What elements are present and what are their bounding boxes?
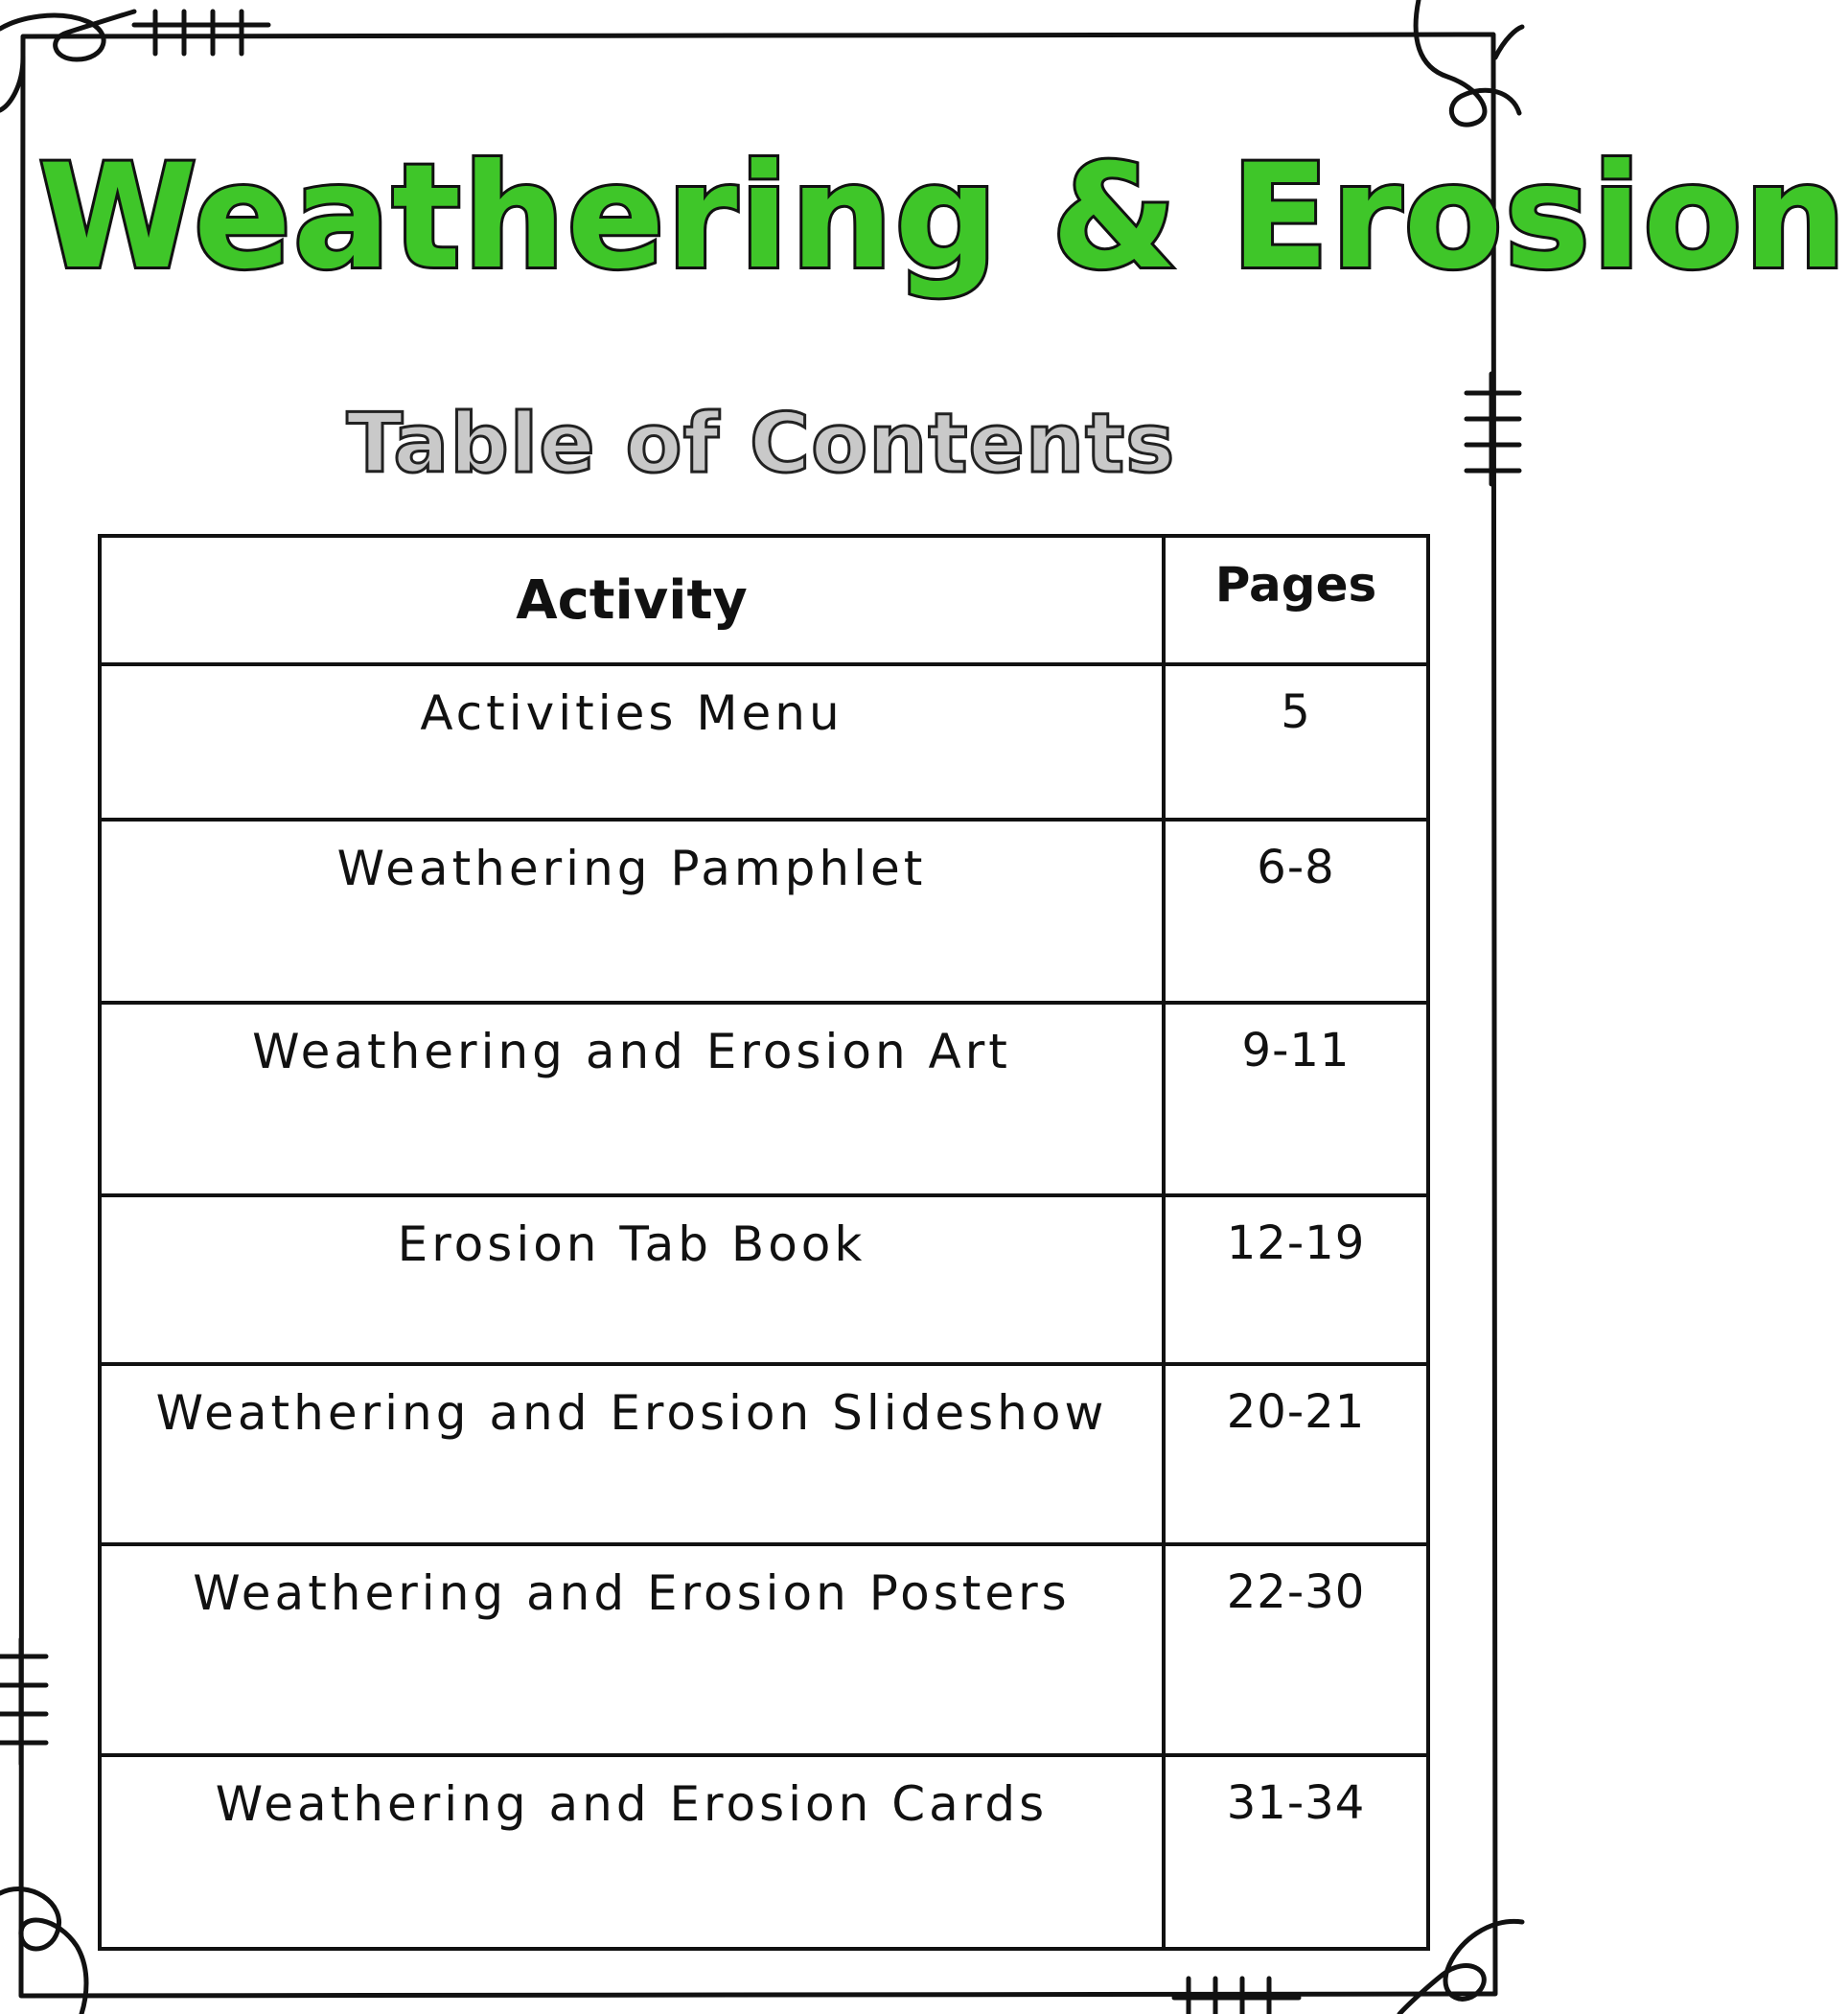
activity-cell: Weathering and Erosion Posters (100, 1544, 1164, 1755)
activity-cell: Weathering and Erosion Slideshow (100, 1364, 1164, 1544)
table-row (100, 1364, 1428, 1544)
page-title: Weathering & Erosion (38, 134, 1848, 301)
table-row (100, 664, 1428, 820)
pages-cell: 9-11 (1164, 1003, 1428, 1195)
activity-cell: Erosion Tab Book (100, 1195, 1164, 1364)
swirl-icon (1495, 27, 1522, 58)
swirl-icon (0, 58, 23, 110)
pages-cell: 12-19 (1164, 1195, 1428, 1364)
tick-marks-icon (1174, 1979, 1299, 2014)
swirl-icon (1416, 0, 1519, 125)
column-header-pages: Pages (1164, 536, 1428, 664)
table-header-row (100, 536, 1428, 664)
table-row (100, 820, 1428, 1003)
column-header-activity: Activity (100, 536, 1164, 664)
pages-cell: 20-21 (1164, 1364, 1428, 1544)
tick-marks-icon (0, 1639, 46, 1764)
table-row (100, 1003, 1428, 1195)
page-subtitle: Table of Contents (346, 396, 1176, 492)
tick-marks-icon (134, 12, 268, 54)
table-row (100, 1544, 1428, 1755)
table-row (100, 1755, 1428, 1949)
activity-cell: Weathering and Erosion Art (100, 1003, 1164, 1195)
activity-cell: Weathering Pamphlet (100, 820, 1164, 1003)
table-row (100, 1195, 1428, 1364)
tick-marks-icon (1467, 374, 1519, 484)
pages-cell: 22-30 (1164, 1544, 1428, 1755)
activity-cell: Weathering and Erosion Cards (100, 1755, 1164, 1949)
pages-cell: 5 (1164, 664, 1428, 820)
table-of-contents (98, 534, 1430, 1951)
activity-cell: Activities Menu (100, 664, 1164, 820)
pages-cell: 6-8 (1164, 820, 1428, 1003)
pages-cell: 31-34 (1164, 1755, 1428, 1949)
